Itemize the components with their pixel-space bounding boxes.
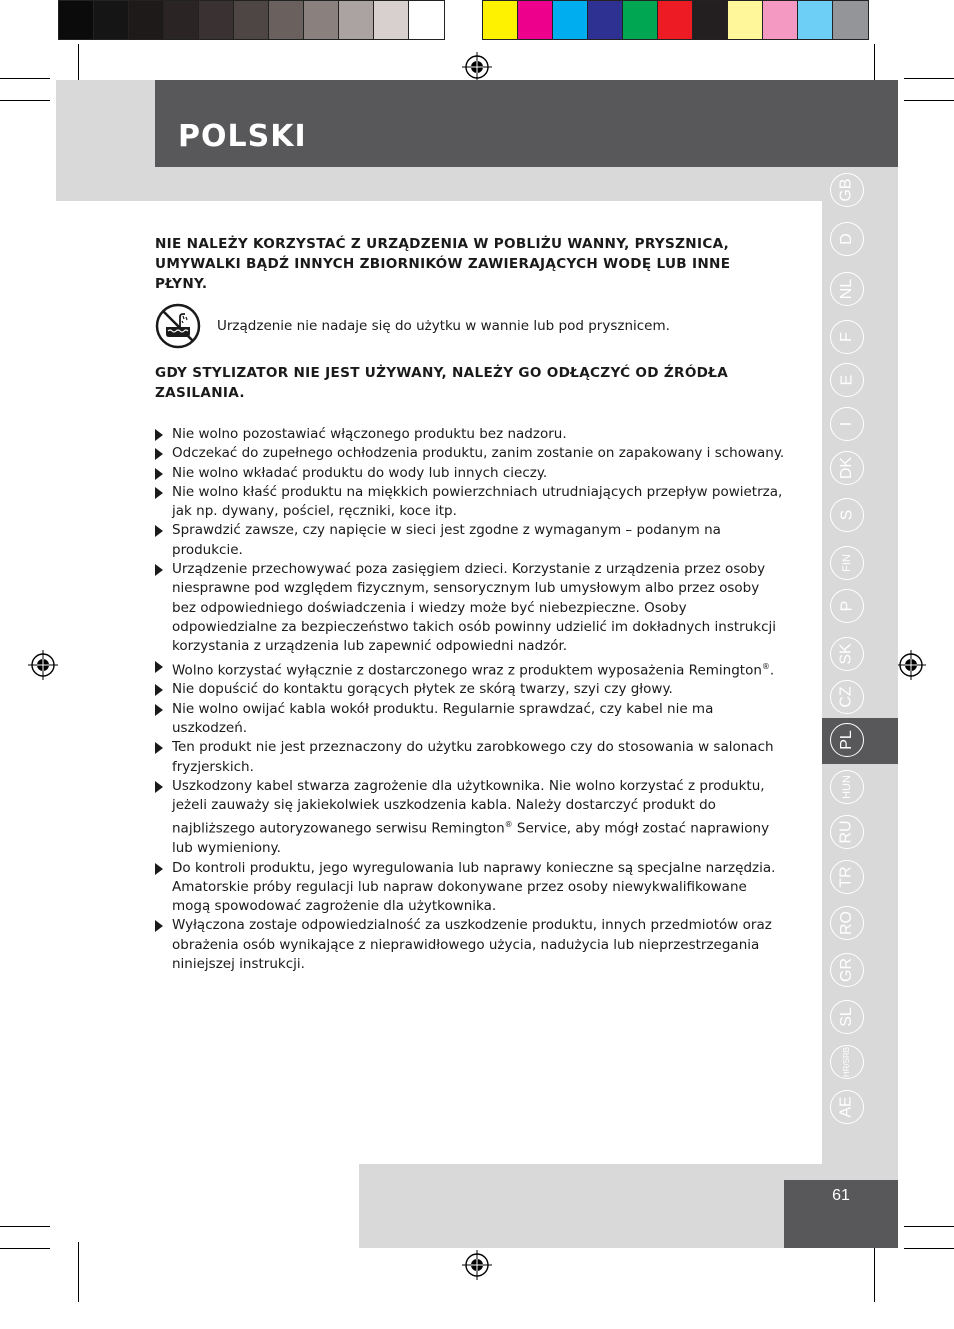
list-item bbox=[155, 657, 785, 681]
language-tab-gb[interactable] bbox=[830, 173, 864, 207]
color-swatch bbox=[833, 1, 868, 39]
registration-mark-icon bbox=[896, 650, 926, 680]
crop-mark bbox=[904, 1248, 954, 1249]
language-tab-gr[interactable] bbox=[830, 953, 864, 987]
language-tab-cz[interactable] bbox=[830, 680, 864, 714]
color-swatch bbox=[658, 1, 693, 39]
safety-instructions bbox=[155, 234, 785, 974]
bullet-arrow-icon bbox=[155, 781, 163, 793]
color-swatch bbox=[269, 1, 304, 39]
registered-mark: ® bbox=[761, 661, 770, 671]
list-item-text: Wyłączona zostaje odpowiedzialność za uszkodzenie produktu, innych przedmiotów oraz obrażenia osób wynikające z nieprawidłowego użycia, nadużycia lub nieprzestrzegania niniejszej instrukcji. bbox=[172, 917, 772, 973]
crop-mark bbox=[904, 1226, 954, 1227]
list-item-text: Do kontroli produktu, jego wyregulowania lub naprawy konieczne są specjalne narzędzia. Amatorskie próby regulacji lub napraw dokonywane przez osoby niewykwalifikowane mogą spowodować zagrożenie dla użytkownika. bbox=[172, 859, 776, 915]
crop-mark bbox=[0, 100, 50, 101]
list-item-text: Odczekać do zupełnego ochłodzenia produktu, zanim zostanie on zapakowany i schowany. bbox=[172, 445, 785, 462]
language-tab-label: D bbox=[838, 233, 855, 245]
language-tab-label: SK bbox=[838, 643, 855, 665]
language-tab-label: FIN bbox=[840, 554, 853, 572]
no-bath-icon bbox=[155, 303, 201, 349]
crop-mark bbox=[904, 100, 954, 101]
warning-row bbox=[155, 303, 785, 349]
color-swatch bbox=[728, 1, 763, 39]
list-item bbox=[155, 521, 785, 560]
color-swatch bbox=[409, 1, 444, 39]
language-tab-label: PL bbox=[837, 730, 855, 750]
bullet-arrow-icon bbox=[155, 564, 163, 576]
list-item-text: Wolno korzystać wyłącznie z dostarczonego wraz z produktem wyposażenia Remington bbox=[172, 662, 762, 679]
bullet-arrow-icon bbox=[155, 684, 163, 696]
list-item-text: Uszkodzony kabel stwarza zagrożenie dla użytkownika. Nie wolno korzystać z produktu, jeżeli zauważy się jakiekolwiek uszkodzenia kabla. Należy dostarczyć produkt do najbliższego autoryzowanego serwisu Remington bbox=[172, 777, 765, 837]
list-item bbox=[155, 464, 785, 483]
language-tab-tr[interactable] bbox=[830, 860, 864, 894]
registered-mark: ® bbox=[504, 820, 513, 830]
list-item bbox=[155, 483, 785, 522]
language-tab-hr-srb[interactable] bbox=[830, 1045, 864, 1079]
language-tab-fin[interactable] bbox=[830, 546, 864, 580]
color-swatch bbox=[339, 1, 374, 39]
color-swatch bbox=[234, 1, 269, 39]
list-item bbox=[155, 916, 785, 974]
language-tab-ae[interactable] bbox=[830, 1090, 864, 1124]
color-swatch bbox=[623, 1, 658, 39]
color-swatch bbox=[94, 1, 129, 39]
language-tab-label: DK bbox=[837, 456, 855, 480]
language-tab-label: NL bbox=[837, 278, 855, 300]
color-swatch bbox=[199, 1, 234, 39]
crop-mark bbox=[0, 78, 50, 79]
registration-mark-icon bbox=[462, 1250, 492, 1280]
crop-mark bbox=[874, 1242, 875, 1302]
language-tab-pl[interactable] bbox=[830, 723, 864, 757]
registration-mark-icon bbox=[462, 52, 492, 82]
color-swatch bbox=[304, 1, 339, 39]
list-item-text: Sprawdzić zawsze, czy napięcie w sieci jest zgodne z wymaganym – podanym na produkcie. bbox=[172, 522, 721, 558]
language-tab-s[interactable] bbox=[830, 498, 864, 532]
list-item bbox=[155, 444, 785, 463]
crop-mark bbox=[904, 78, 954, 79]
language-tab-label: GR bbox=[838, 958, 855, 982]
registration-mark-icon bbox=[28, 650, 58, 680]
list-item-text: Nie wolno owijać kabla wokół produktu. Regularnie sprawdzać, czy kabel nie ma uszkodzeń. bbox=[172, 700, 714, 736]
language-tab-label: F bbox=[838, 332, 855, 342]
language-tab-label: P bbox=[837, 600, 855, 612]
list-item-text: Nie wolno pozostawiać włączonego produktu bez nadzoru. bbox=[172, 426, 567, 442]
crop-mark bbox=[0, 1248, 50, 1249]
color-swatch bbox=[164, 1, 199, 39]
language-tab-p[interactable] bbox=[830, 589, 864, 623]
warning-heading-water: NIE NALEŻY KORZYSTAĆ Z URZĄDZENIA W POBLIŻU WANNY, PRYSZNICA, UMYWALKI BĄDŹ INNYCH ZBIORNIKÓW ZAWIERAJĄCYCH WODĘ LUB INNE PŁYNY. bbox=[155, 236, 731, 292]
color-swatch bbox=[798, 1, 833, 39]
bullet-arrow-icon bbox=[155, 525, 163, 537]
color-swatch bbox=[483, 1, 518, 39]
list-item bbox=[155, 738, 785, 777]
language-tab-d[interactable] bbox=[830, 222, 864, 256]
language-tab-label: RO bbox=[838, 911, 855, 935]
color-swatch bbox=[59, 1, 94, 39]
color-swatch bbox=[763, 1, 798, 39]
list-item bbox=[155, 560, 785, 656]
bullet-arrow-icon bbox=[155, 448, 163, 460]
list-item-text-continued: Service, aby mógł zostać naprawiony lub wymieniony. bbox=[172, 820, 770, 857]
language-tab-label: RU bbox=[837, 820, 855, 844]
color-calibration-bar-grey bbox=[58, 0, 445, 40]
language-tab-label: AE bbox=[838, 1096, 855, 1118]
language-tab-sl[interactable] bbox=[830, 1000, 864, 1034]
bullet-arrow-icon bbox=[155, 920, 163, 932]
language-tab-ro[interactable] bbox=[830, 906, 864, 940]
list-item bbox=[155, 700, 785, 739]
color-swatch bbox=[553, 1, 588, 39]
language-tab-label: GB bbox=[838, 178, 855, 202]
list-item-text-continued: . bbox=[769, 662, 775, 679]
language-tab-ru[interactable] bbox=[830, 815, 864, 849]
warning-heading-unplug: GDY STYLIZATOR NIE JEST UŻYWANY, NALEŻY GO ODŁĄCZYĆ OD ŹRÓDŁA ZASILANIA. bbox=[155, 365, 729, 401]
language-tab-e[interactable] bbox=[830, 363, 864, 397]
warning-text: Urządzenie nie nadaje się do użytku w wannie lub pod prysznicem. bbox=[217, 318, 670, 334]
bullet-arrow-icon bbox=[155, 661, 163, 673]
language-tab-label: TR bbox=[837, 866, 855, 888]
list-item-text: Urządzenie przechowywać poza zasięgiem dzieci. Korzystanie z urządzenia przez osoby niesprawne pod względem fizycznym, sensorycznym lub umysłowym albo przez osoby bez odpowiedniego doświadczenia i wiedzy może być niebezpieczne. Osoby odpowiedzialne za bezpieczeństwo takich osób powinny udzielić im dokładnych instrukcji korzystania z urządzenia lub zapewnić odpowiedni nadzór. bbox=[172, 561, 776, 655]
language-tab-label: I bbox=[837, 421, 855, 427]
color-swatch bbox=[374, 1, 409, 39]
list-item-text: Nie dopuścić do kontaktu gorących płytek ze skórą twarzy, szyi czy głowy. bbox=[172, 681, 673, 698]
language-tab-sk[interactable] bbox=[830, 637, 864, 671]
language-tab-label: HR/SRB bbox=[841, 1046, 851, 1078]
language-tab-label: S bbox=[837, 509, 855, 521]
color-swatch bbox=[588, 1, 623, 39]
crop-mark bbox=[874, 44, 875, 84]
crop-mark bbox=[0, 1226, 50, 1227]
bullet-arrow-icon bbox=[155, 863, 163, 875]
crop-mark bbox=[78, 1242, 79, 1302]
language-tab-hun[interactable] bbox=[830, 770, 864, 804]
color-swatch bbox=[518, 1, 553, 39]
list-item-text: Ten produkt nie jest przeznaczony do użytku zarobkowego czy do stosowania w salonach fryzjerskich. bbox=[172, 739, 774, 775]
crop-mark bbox=[78, 44, 79, 84]
color-swatch bbox=[129, 1, 164, 39]
bullet-list bbox=[155, 425, 785, 974]
language-tab-label: HUN bbox=[841, 775, 853, 799]
list-item-text: Nie wolno wkładać produktu do wody lub innych cieczy. bbox=[172, 464, 548, 481]
language-tab-label: E bbox=[837, 374, 855, 386]
language-tab-dk[interactable] bbox=[830, 451, 864, 485]
bullet-arrow-icon bbox=[155, 742, 163, 754]
bullet-arrow-icon bbox=[155, 468, 163, 480]
language-tab-i[interactable] bbox=[830, 407, 864, 441]
list-item bbox=[155, 680, 785, 699]
list-item bbox=[155, 859, 785, 917]
bullet-arrow-icon bbox=[155, 429, 163, 441]
color-calibration-bar-color bbox=[482, 0, 869, 40]
language-tab-label: SL bbox=[837, 1007, 855, 1027]
list-item-text: Nie wolno kłaść produktu na miękkich powierzchniach utrudniających przepływ powietrza, jak np. dywany, pościel, ręczniki, koce itp. bbox=[172, 483, 783, 520]
list-item bbox=[155, 425, 785, 444]
color-swatch bbox=[693, 1, 728, 39]
language-tab-label: CZ bbox=[837, 686, 855, 708]
bullet-arrow-icon bbox=[155, 487, 163, 499]
page-title: POLSKI bbox=[178, 119, 307, 154]
language-tab-f[interactable] bbox=[830, 320, 864, 354]
language-tab-nl[interactable] bbox=[830, 272, 864, 306]
list-item bbox=[155, 777, 785, 859]
page-number: 61 bbox=[832, 1187, 850, 1204]
bullet-arrow-icon bbox=[155, 704, 163, 716]
